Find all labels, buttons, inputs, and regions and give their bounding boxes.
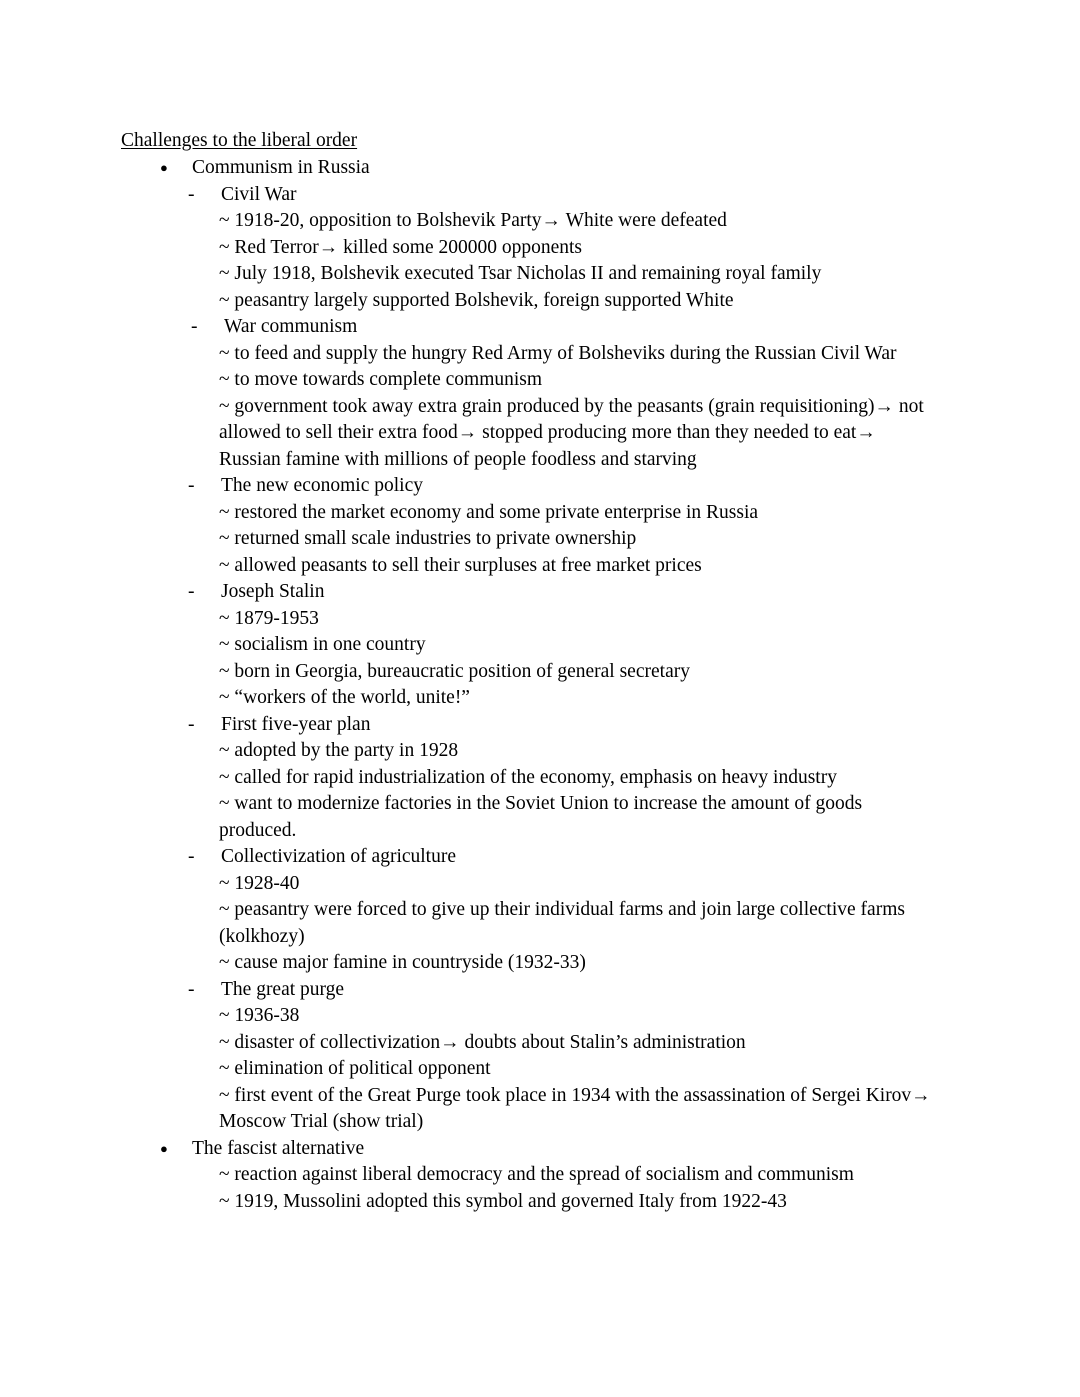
outline-detail-item: [0, 659, 1080, 686]
outline-detail-item: [0, 1030, 1080, 1057]
outline-detail-item: [0, 738, 1080, 765]
dash-marker-icon: -: [188, 475, 195, 496]
outline-detail-item: [0, 1083, 1080, 1136]
outline-detail-item: [0, 1162, 1080, 1189]
bullet-marker-icon: ●: [160, 1140, 168, 1156]
outline-detail-item: [0, 871, 1080, 898]
outline-detail-item: [0, 500, 1080, 527]
outline-detail-text: ~ allowed peasants to sell their surpluses at free market prices: [219, 554, 702, 576]
outline-detail-text: ~ want to modernize factories in the Soviet Union to increase the amount of goods produced.: [219, 793, 863, 841]
outline-detail-text: ~ Red Terror→ killed some 200000 opponents: [219, 236, 583, 258]
outline-detail-item: [0, 208, 1080, 235]
outline-item-label: Collectivization of agriculture: [221, 846, 456, 867]
outline-dash-item: [0, 182, 1080, 209]
outline-item-label: The great purge: [221, 978, 345, 1000]
outline-detail-text: ~ elimination of political opponent: [219, 1058, 491, 1079]
dash-marker-icon: -: [188, 846, 195, 867]
outline-detail-text: ~ 1919, Mussolini adopted this symbol and governed Italy from 1922-43: [219, 1190, 787, 1212]
outline-detail-text: ~ reaction against liberal democracy and the spread of socialism and communism: [219, 1164, 854, 1185]
outline-detail-item: [0, 1056, 1080, 1083]
outline-detail-text: ~ socialism in one country: [219, 634, 426, 655]
outline-detail-text: ~ restored the market economy and some private enterprise in Russia: [219, 501, 759, 523]
outline-detail-text: ~ July 1918, Bolshevik executed Tsar Nicholas II and remaining royal family: [219, 263, 822, 284]
outline-detail-item: [0, 341, 1080, 368]
outline-detail-item: [0, 1003, 1080, 1030]
outline-detail-item: [0, 606, 1080, 633]
dash-marker-icon: -: [188, 713, 195, 735]
bullet-marker-icon: ●: [160, 160, 168, 175]
outline-detail-text: ~ “workers of the world, unite!”: [219, 687, 470, 708]
outline-detail-item: [0, 261, 1080, 288]
outline-dash-item: [0, 473, 1080, 500]
outline-detail-item: [0, 288, 1080, 315]
outline-detail-text: ~ adopted by the party in 1928: [219, 740, 459, 761]
outline-detail-text: ~ 1936-38: [219, 1005, 300, 1026]
outline-detail-item: [0, 685, 1080, 712]
outline-detail-item: [0, 553, 1080, 580]
outline-detail-text: ~ to feed and supply the hungry Red Army of Bolsheviks during the Russian Civil War: [219, 342, 897, 364]
dash-marker-icon: -: [191, 316, 198, 337]
outline-detail-item: [0, 526, 1080, 553]
page-title: Challenges to the liberal order: [121, 130, 358, 151]
outline-item-label: First five-year plan: [221, 713, 371, 735]
outline-detail-text: ~ peasantry were forced to give up their individual farms and join large collective farms (kolkhozy): [219, 899, 905, 947]
outline-bullet-item: [0, 155, 1080, 182]
outline-detail-text: ~ disaster of collectivization→ doubts about Stalin’s administration: [219, 1031, 746, 1053]
outline-item-label: Civil War: [221, 183, 297, 205]
outline-dash-item: [0, 314, 1080, 341]
outline-detail-item: [0, 791, 1080, 844]
outline-dash-item: [0, 712, 1080, 739]
dash-marker-icon: -: [188, 581, 195, 602]
outline-detail-text: ~ returned small scale industries to private ownership: [219, 528, 637, 549]
outline-dash-item: [0, 579, 1080, 606]
dash-marker-icon: -: [188, 978, 195, 1000]
outline-detail-item: [0, 632, 1080, 659]
dash-marker-icon: -: [188, 183, 195, 205]
outline-detail-text: ~ 1928-40: [219, 872, 300, 894]
outline-dash-item: [0, 844, 1080, 871]
outline-detail-text: ~ 1918-20, opposition to Bolshevik Party→ White were defeated: [219, 210, 727, 231]
outline-item-label: Joseph Stalin: [221, 581, 325, 602]
outline-item-label: The new economic policy: [221, 475, 423, 496]
outline-detail-item: [0, 367, 1080, 394]
outline-detail-text: ~ government took away extra grain produced by the peasants (grain requisitioning)→ not allowed to sell their extra food→ stopped producing more than they needed to eat→ Russian famine with millions of people foodless and starving: [219, 395, 924, 470]
outline-detail-text: ~ cause major famine in countryside (1932-33): [219, 952, 586, 973]
outline-detail-text: ~ called for rapid industrialization of the economy, emphasis on heavy industry: [219, 766, 837, 788]
outline-detail-item: [0, 235, 1080, 262]
outline-detail-item: [0, 394, 1080, 474]
outline-detail-item: [0, 950, 1080, 977]
outline-item-label: War communism: [224, 316, 358, 337]
outline-detail-text: ~ first event of the Great Purge took place in 1934 with the assassination of Sergei Kirov→ Moscow Trial (show trial): [219, 1084, 931, 1132]
outline-detail-text: ~ born in Georgia, bureaucratic position of general secretary: [219, 660, 690, 682]
outline-detail-item: [0, 1189, 1080, 1216]
outline-item-label: The fascist alternative: [192, 1137, 365, 1159]
outline-detail-text: ~ to move towards complete communism: [219, 369, 543, 390]
outline-detail-item: [0, 897, 1080, 950]
outline-detail-text: ~ 1879-1953: [219, 607, 319, 629]
outline-list: [0, 155, 1080, 1215]
outline-bullet-item: [0, 1136, 1080, 1163]
outline-item-label: Communism in Russia: [192, 157, 370, 178]
outline-detail-item: [0, 765, 1080, 792]
outline-detail-text: ~ peasantry largely supported Bolshevik, foreign supported White: [219, 289, 734, 311]
outline-dash-item: [0, 977, 1080, 1004]
